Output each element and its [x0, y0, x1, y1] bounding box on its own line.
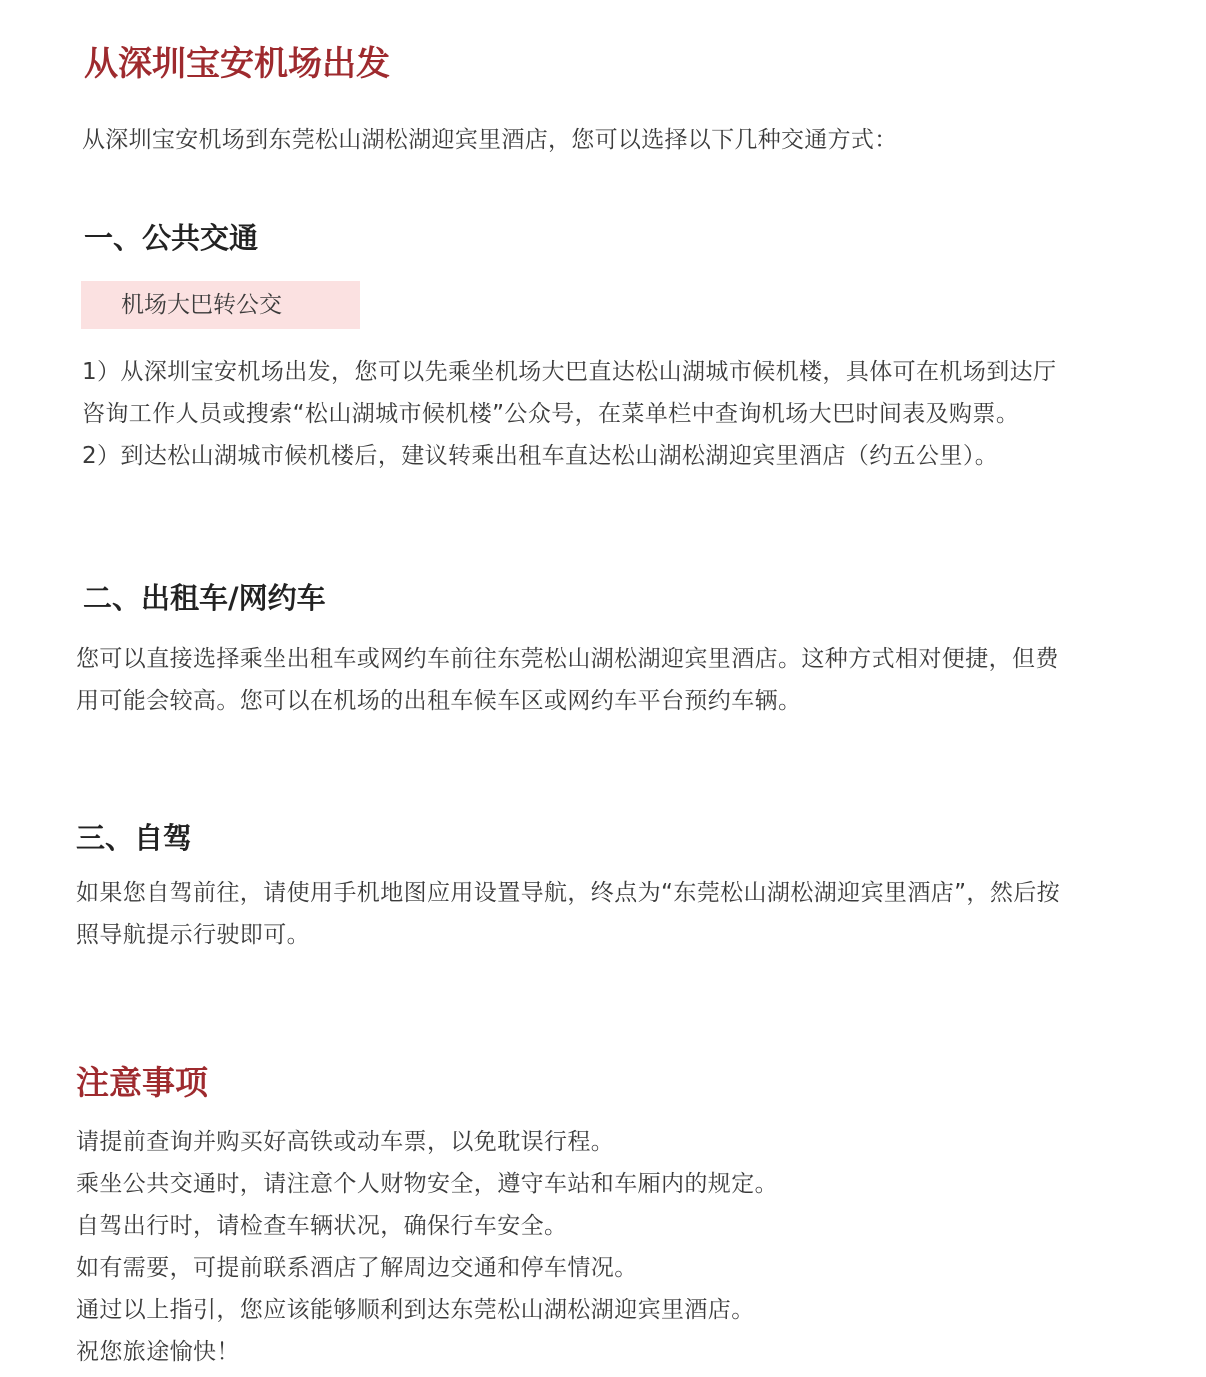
page-title: 从深圳宝安机场出发 [84, 44, 390, 84]
notes-item: 祝您旅途愉快！ [76, 1339, 240, 1365]
notes-item: 自驾出行时，请检查车辆状况，确保行车安全。 [76, 1213, 568, 1239]
subsection-tag-airport-bus: 机场大巴转公交 [81, 281, 360, 329]
text-line: 如果您自驾前往，请使用手机地图应用设置导航，终点为“东莞松山湖松湖迎宾里酒店”，然后按 [76, 880, 1061, 906]
section-self-drive-text [76, 872, 1060, 956]
notes-item: 如有需要，可提前联系酒店了解周边交通和停车情况。 [76, 1255, 638, 1281]
text-line: 用可能会较高。您可以在机场的出租车候车区或网约车平台预约车辆。 [76, 688, 802, 714]
text-line: 1）从深圳宝安机场出发，您可以先乘坐机场大巴直达松山湖城市候机楼，具体可在机场到达厅 [82, 359, 1057, 385]
text-line: 咨询工作人员或搜索“松山湖城市候机楼”公众号，在菜单栏中查询机场大巴时间表及购票。 [82, 401, 1020, 427]
section-taxi-text [76, 638, 1059, 722]
section-title-public-transport: 一、公共交通 [84, 221, 259, 255]
notes-list [76, 1121, 778, 1373]
text-line: 照导航提示行驶即可。 [76, 922, 310, 948]
notes-item: 乘坐公共交通时，请注意个人财物安全，遵守车站和车厢内的规定。 [76, 1171, 778, 1197]
section-title-self-drive: 三、自驾 [76, 821, 193, 855]
intro-text: 从深圳宝安机场到东莞松山湖松湖迎宾里酒店，您可以选择以下几种交通方式： [82, 127, 898, 153]
notes-title: 注意事项 [76, 1063, 208, 1102]
section-public-transport-text [82, 351, 1056, 477]
text-line: 2）到达松山湖城市候机楼后，建议转乘出租车直达松山湖松湖迎宾里酒店（约五公里）。 [82, 443, 999, 469]
notes-item: 通过以上指引，您应该能够顺利到达东莞松山湖松湖迎宾里酒店。 [76, 1297, 755, 1323]
section-title-taxi: 二、出租车/网约车 [83, 581, 326, 615]
text-line: 您可以直接选择乘坐出租车或网约车前往东莞松山湖松湖迎宾里酒店。这种方式相对便捷，但费 [76, 646, 1059, 672]
notes-item: 请提前查询并购买好高铁或动车票，以免耽误行程。 [76, 1129, 615, 1155]
